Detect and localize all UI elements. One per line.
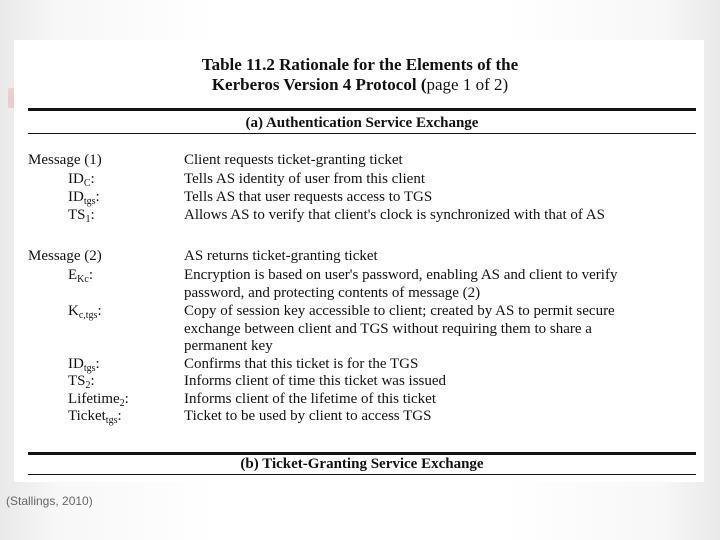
message-2-label: Message (2) — [28, 248, 102, 264]
title-line-2-bold: Kerberos Version 4 Protocol ( — [211, 75, 427, 94]
element-label: $ID_C$: — [68, 171, 95, 189]
source-caption: (Stallings, 2010) — [6, 494, 93, 508]
element-desc: Confirms that this ticket is for the TGS — [184, 356, 419, 372]
message-2-element-row — [14, 390, 704, 408]
message-1-label: Message (1) — [28, 152, 102, 168]
table-page — [14, 40, 704, 482]
section-b-rule — [28, 474, 696, 475]
table-title — [0, 55, 720, 95]
section-b-title: (b) Ticket-Granting Service Exchange — [240, 456, 484, 472]
element-desc: Tells AS identity of user from this client — [184, 171, 426, 187]
message-2-element-continuation — [14, 337, 704, 355]
message-2-element-continuation — [14, 284, 704, 302]
title-line-2-plain: page 1 of 2) — [426, 75, 509, 94]
element-label: $TS_1$: — [68, 207, 95, 225]
message-1-desc: Client requests ticket-granting ticket — [184, 152, 403, 168]
message-1-element-row — [14, 206, 704, 224]
element-label: Lifetime$_2$: — [68, 391, 129, 409]
section-a-title: (a) Authentication Service Exchange — [245, 115, 479, 131]
element-desc: Encryption is based on user's password, enabling AS and client to verify — [184, 267, 618, 283]
element-desc: Informs client of the lifetime of this ticket — [184, 391, 437, 407]
top-rule — [28, 108, 696, 111]
message-2-element-row — [14, 266, 704, 284]
element-desc: Informs client of time this ticket was issued — [184, 373, 447, 389]
title-line-2 — [0, 75, 720, 95]
element-label: $E_{Kc}$: — [68, 267, 94, 285]
message-2-desc: AS returns ticket-granting ticket — [184, 248, 378, 264]
element-label: $ID_{tgs}$: — [68, 189, 100, 207]
message-1-element-row — [14, 188, 704, 206]
element-desc: Ticket to be used by client to access TGS — [184, 408, 432, 424]
element-desc: Tells AS that user requests access to TGS — [184, 189, 433, 205]
message-2-element-continuation — [14, 320, 704, 338]
element-desc: Allows AS to verify that client's clock is synchronized with that of AS — [184, 207, 605, 223]
message-2-element-row — [14, 407, 704, 425]
title-line-1: Table 11.2 Rationale for the Elements of the — [201, 55, 519, 74]
message-2-element-row — [14, 302, 704, 320]
section-a-rule — [28, 133, 696, 134]
message-2-row — [14, 247, 704, 265]
message-1-element-row — [14, 170, 704, 188]
message-2-element-row — [14, 355, 704, 373]
element-desc: exchange between client and TGS without requiring them to share a — [184, 321, 592, 337]
element-desc: Copy of session key accessible to client; created by AS to permit secure — [184, 303, 615, 319]
section-b-top-rule — [28, 452, 696, 455]
message-2-element-row — [14, 372, 704, 390]
element-desc: password, and protecting contents of message (2) — [184, 285, 481, 301]
element-label: $TS_2$: — [68, 373, 95, 391]
message-1-row — [14, 151, 704, 169]
element-label: Ticket$_{tgs}$: — [68, 408, 122, 426]
element-label: $ID_{tgs}$: — [68, 356, 100, 374]
element-label: $K_{c,tgs}$: — [68, 303, 102, 321]
element-desc: permanent key — [184, 338, 273, 354]
